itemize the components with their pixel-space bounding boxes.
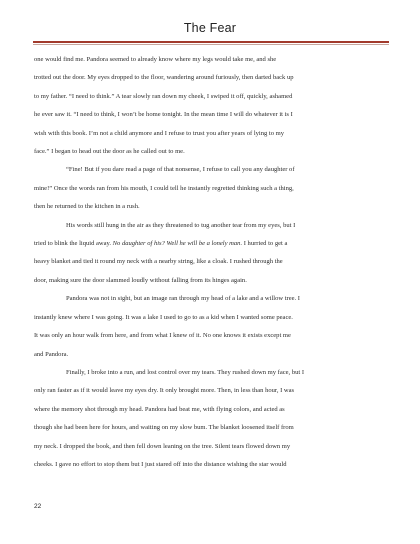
text-line: His words still hung in the air as they threatened to tug another tear from my eyes, but I bbox=[66, 221, 296, 229]
text-line: Finally, I broke into a run, and lost control over my tears. They rushed down my face, but I bbox=[66, 368, 304, 376]
text-line: Pandora was not in sight, but an image ran through my head of a lake and a willow tree. I bbox=[66, 295, 300, 303]
text-line: my neck. I dropped the book, and then fell down leaning on the tree. Silent tears flowed down my bbox=[34, 442, 291, 450]
text-line: though she had been here for hours, and waiting on my slow bum. The blanket loosened itself from bbox=[34, 424, 294, 432]
text-line: only ran faster as if it would leave my eyes dry. It only brought more. Then, in less than hour, I was bbox=[34, 387, 295, 395]
text-line: and Pandora. bbox=[34, 350, 69, 358]
text-line: he ever saw it. “I need to think, I won’t be home tonight. In the mean time I will do whatever it is I bbox=[34, 111, 293, 119]
text-line: “Fine! But if you dare read a page of that nonsense, I refuse to call you any daughter of bbox=[66, 166, 295, 174]
header-rule-thin bbox=[33, 44, 389, 45]
text-line: where the memory shot through my head. Pandora had beat me, with flying colors, and acted as bbox=[34, 405, 285, 413]
text-line: wish with this book. I’m not a child anymore and I refuse to trust you after years of lying to my bbox=[34, 129, 285, 137]
header-rule bbox=[33, 41, 389, 43]
page-number: 22 bbox=[34, 503, 42, 510]
text-segment: I hurried to get a bbox=[242, 240, 288, 248]
text-line: then he returned to the kitchen in a rush. bbox=[34, 203, 140, 211]
body-text bbox=[34, 51, 386, 474]
text-line: heavy blanket and tied it round my neck with a nearby string, like a cloak. I rushed through the bbox=[34, 258, 283, 266]
text-line: face.” I began to head out the door as he called out to me. bbox=[34, 148, 185, 156]
text-line: door, making sure the door slammed loudly without falling from its hinges again. bbox=[34, 276, 247, 284]
text-line: It was only an hour walk from here, and from what I knew of it. No one knows it exists except me bbox=[34, 332, 291, 340]
italic-thought: No daughter of his? Well he will be a lonely man. bbox=[112, 240, 243, 248]
text-line: cheeks. I gave no effort to stop them but I just stared off into the distance wishing the star would bbox=[34, 460, 287, 468]
text-line: mine!” Once the words ran from his mouth, I could tell he instantly regretted thinking such a thing, bbox=[34, 184, 294, 192]
paragraph bbox=[34, 161, 386, 216]
text-line: instantly knew where I was going. It was a lake I used to go to as a kid when I wanted some peace. bbox=[34, 313, 293, 321]
text-line: trotted out the door. My eyes dropped to the floor, wandering around furiously, then darted back up bbox=[34, 74, 294, 82]
text-line: one would find me. Pandora seemed to already know where my legs would take me, and she bbox=[34, 56, 277, 63]
text-line: to my father. “I need to think.” A tear slowly ran down my cheek, I swiped it off, quickly, ashamed bbox=[34, 92, 293, 100]
page-header-title: The Fear bbox=[183, 21, 237, 35]
paragraph bbox=[34, 51, 386, 161]
paragraph bbox=[34, 290, 386, 364]
paragraph bbox=[34, 217, 386, 291]
paragraph bbox=[34, 364, 386, 474]
text-line: tried to blink the liquid away. bbox=[34, 240, 112, 248]
